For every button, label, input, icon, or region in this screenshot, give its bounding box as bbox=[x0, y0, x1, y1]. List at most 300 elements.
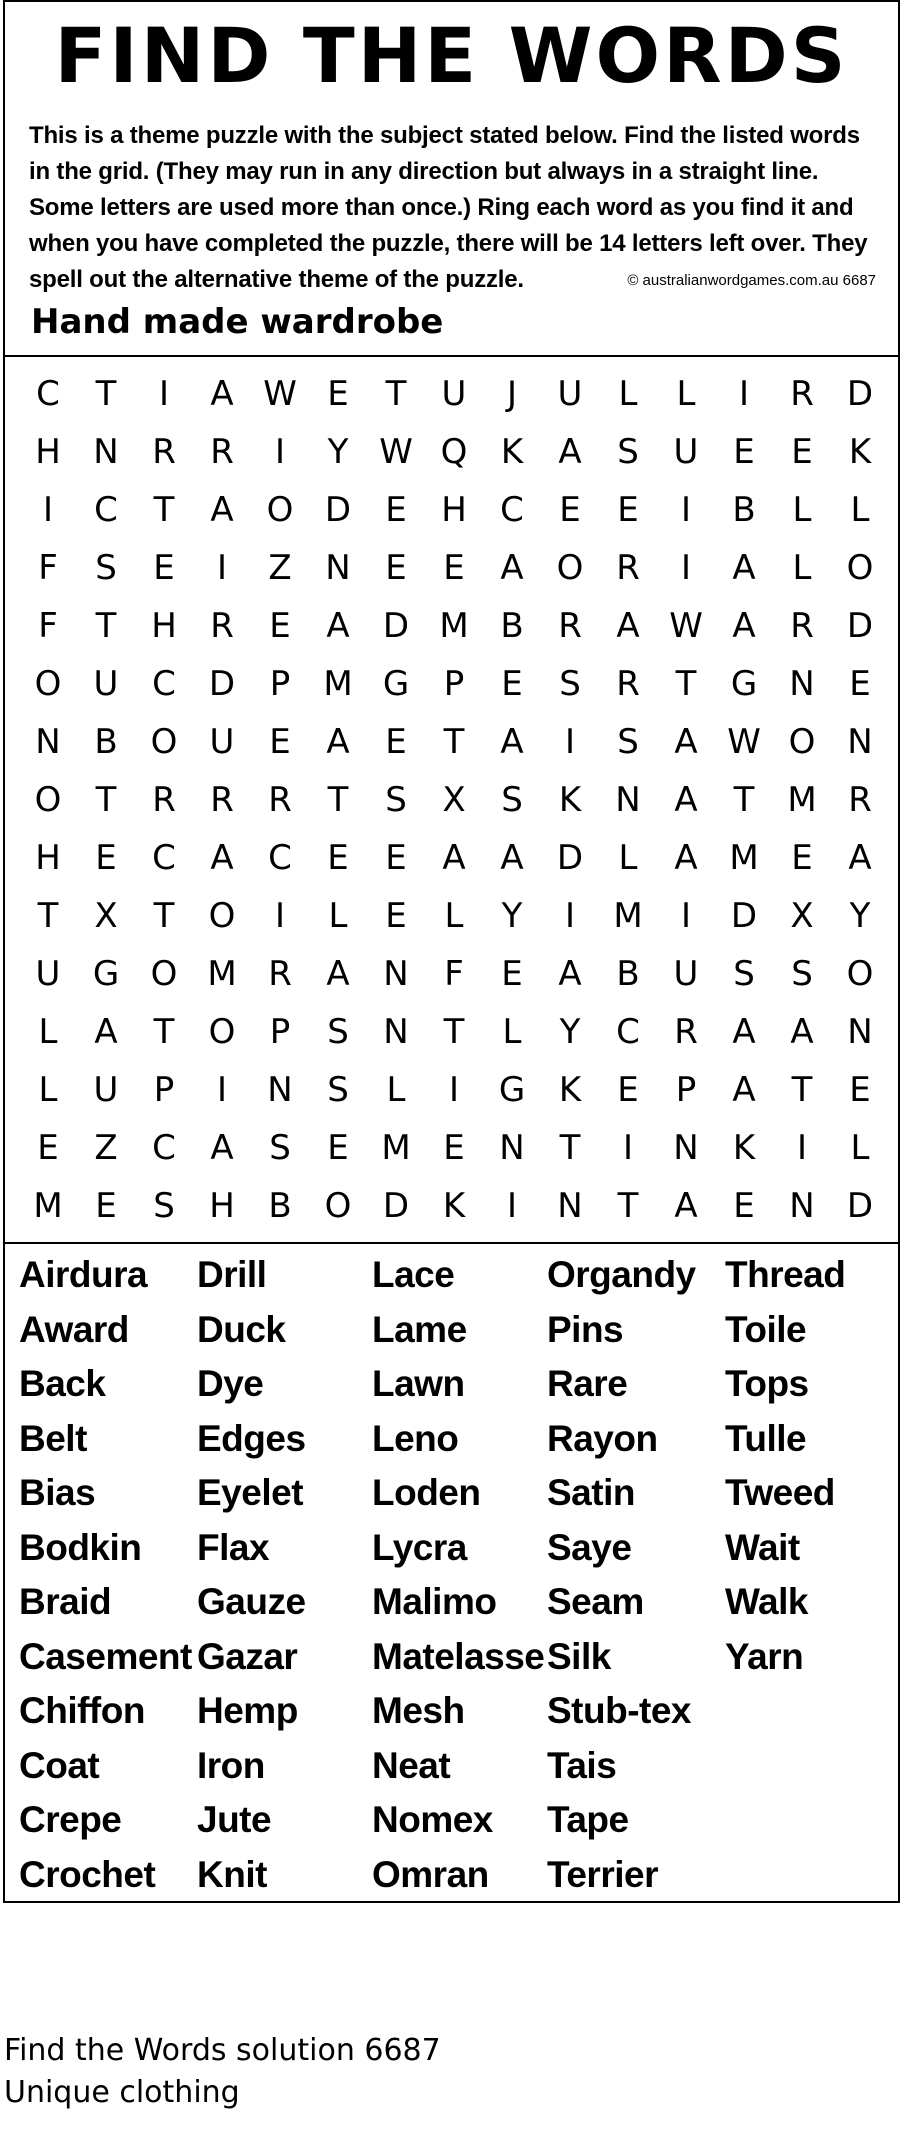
word-column bbox=[547, 1248, 696, 1902]
grid-cell[interactable]: T bbox=[153, 896, 175, 936]
grid-cell[interactable]: A bbox=[326, 606, 350, 646]
grid-cell[interactable]: E bbox=[791, 838, 813, 878]
grid-cell[interactable]: R bbox=[848, 780, 872, 820]
word-list-item: Dye bbox=[197, 1363, 264, 1404]
grid-cell[interactable]: I bbox=[506, 1186, 518, 1226]
grid-cell[interactable]: T bbox=[95, 780, 117, 820]
grid-cell[interactable]: A bbox=[442, 838, 466, 878]
grid-row bbox=[19, 1119, 889, 1177]
word-list-item: Tweed bbox=[725, 1472, 835, 1513]
grid-cell[interactable]: N bbox=[789, 664, 815, 704]
word-list-item: Seam bbox=[547, 1581, 644, 1622]
grid-cell[interactable]: A bbox=[500, 838, 524, 878]
grid-cell[interactable]: A bbox=[210, 1128, 234, 1168]
word-column bbox=[19, 1248, 192, 1902]
grid-cell[interactable]: S bbox=[501, 780, 523, 820]
grid-cell[interactable]: I bbox=[622, 1128, 634, 1168]
grid-cell[interactable]: Z bbox=[268, 548, 292, 588]
grid-cell[interactable]: R bbox=[210, 432, 234, 472]
word-list-item: Award bbox=[19, 1308, 129, 1350]
grid-cell[interactable]: O bbox=[324, 1186, 352, 1226]
grid-cell[interactable]: U bbox=[673, 954, 699, 994]
grid-cell[interactable]: Y bbox=[327, 432, 349, 472]
grid-cell[interactable]: U bbox=[93, 1070, 119, 1110]
grid-cell[interactable]: M bbox=[613, 896, 643, 936]
grid-cell[interactable]: N bbox=[499, 1128, 525, 1168]
grid-cell[interactable]: L bbox=[792, 548, 812, 588]
grid-cell[interactable]: L bbox=[38, 1012, 58, 1052]
grid-cell[interactable]: A bbox=[326, 722, 350, 762]
grid-cell[interactable]: N bbox=[847, 1012, 873, 1052]
grid-cell[interactable]: O bbox=[788, 722, 816, 762]
word-list-item: Stub-tex bbox=[547, 1690, 691, 1731]
grid-row bbox=[19, 1003, 889, 1061]
word-list-item: Toile bbox=[725, 1308, 807, 1350]
grid-cell[interactable]: G bbox=[498, 1070, 526, 1110]
grid-cell[interactable]: R bbox=[210, 606, 234, 646]
grid-cell[interactable]: K bbox=[732, 1128, 756, 1168]
word-list-item: Tape bbox=[547, 1799, 629, 1840]
grid-cell[interactable]: M bbox=[33, 1186, 63, 1226]
grid-cell[interactable]: P bbox=[675, 1070, 697, 1110]
grid-cell[interactable]: H bbox=[209, 1186, 235, 1226]
grid-cell[interactable]: E bbox=[849, 1070, 871, 1110]
grid-cell[interactable]: D bbox=[208, 664, 236, 704]
grid-row bbox=[19, 771, 889, 829]
grid-cell[interactable]: X bbox=[94, 896, 118, 936]
solution-heading: Find the Words solution 6687 bbox=[4, 2033, 441, 2068]
grid-cell[interactable]: D bbox=[556, 838, 584, 878]
grid-cell[interactable]: W bbox=[263, 374, 297, 414]
grid-cell[interactable]: R bbox=[616, 664, 640, 704]
grid-cell[interactable]: E bbox=[153, 548, 175, 588]
word-list-item: Organdy bbox=[547, 1254, 696, 1295]
grid-cell[interactable]: E bbox=[443, 548, 465, 588]
word-list-item: Lawn bbox=[372, 1363, 465, 1404]
grid-cell[interactable]: W bbox=[727, 722, 761, 762]
grid-cell[interactable]: W bbox=[379, 432, 413, 472]
grid-cell[interactable]: L bbox=[502, 1012, 522, 1052]
grid-cell[interactable]: E bbox=[385, 838, 407, 878]
grid-cell[interactable]: E bbox=[617, 490, 639, 530]
word-list-item: Gauze bbox=[197, 1581, 306, 1622]
grid-cell[interactable]: T bbox=[37, 896, 59, 936]
grid-cell[interactable]: R bbox=[210, 780, 234, 820]
grid-cell[interactable]: I bbox=[680, 896, 692, 936]
grid-cell[interactable]: P bbox=[153, 1070, 175, 1110]
grid-cell[interactable]: I bbox=[738, 374, 750, 414]
grid-cell[interactable]: H bbox=[441, 490, 467, 530]
grid-cell[interactable]: L bbox=[618, 374, 638, 414]
grid-cell[interactable]: O bbox=[208, 896, 236, 936]
grid-cell[interactable]: P bbox=[269, 1012, 291, 1052]
word-column bbox=[197, 1248, 306, 1902]
grid-cell[interactable]: S bbox=[617, 432, 639, 472]
grid-cell[interactable]: L bbox=[792, 490, 812, 530]
grid-cell[interactable]: K bbox=[558, 1070, 582, 1110]
puzzle-title: FIND THE WORDS bbox=[54, 11, 849, 100]
word-list-item: Duck bbox=[197, 1308, 286, 1350]
word-list-item: Rayon bbox=[547, 1417, 658, 1459]
instruction-line: Some letters are used more than once.) Ring each word as you find it and bbox=[29, 194, 854, 221]
grid-cell[interactable]: T bbox=[675, 664, 697, 704]
grid-cell[interactable]: N bbox=[35, 722, 61, 762]
grid-cell[interactable]: E bbox=[733, 1186, 755, 1226]
grid-cell[interactable]: K bbox=[848, 432, 872, 472]
grid-cell[interactable]: Z bbox=[94, 1128, 118, 1168]
word-list-item: Matelasse bbox=[372, 1635, 545, 1677]
grid-cell[interactable]: E bbox=[501, 664, 523, 704]
grid-cell[interactable]: S bbox=[95, 548, 117, 588]
word-list-item: Casement bbox=[19, 1635, 192, 1677]
grid-cell[interactable]: O bbox=[150, 722, 178, 762]
grid-cell[interactable]: U bbox=[441, 374, 467, 414]
grid-cell[interactable]: I bbox=[216, 548, 228, 588]
grid-cell[interactable]: L bbox=[618, 838, 638, 878]
grid-row bbox=[19, 365, 889, 423]
instruction-line: spell out the alternative theme of the puzzle. bbox=[29, 266, 524, 293]
grid-cell[interactable]: I bbox=[274, 896, 286, 936]
grid-cell[interactable]: D bbox=[382, 606, 410, 646]
word-list-item: Lycra bbox=[372, 1526, 467, 1568]
grid-cell[interactable]: C bbox=[152, 1128, 176, 1168]
grid-cell[interactable]: Y bbox=[501, 896, 523, 936]
grid-cell[interactable]: N bbox=[847, 722, 873, 762]
grid-row bbox=[19, 655, 889, 713]
grid-cell[interactable]: L bbox=[850, 1128, 870, 1168]
word-list-item: Chiffon bbox=[19, 1690, 145, 1731]
grid-cell[interactable]: F bbox=[38, 606, 58, 646]
grid-cell[interactable]: N bbox=[325, 548, 351, 588]
grid-cell[interactable]: R bbox=[268, 954, 292, 994]
grid-cell[interactable]: M bbox=[439, 606, 469, 646]
grid-cell[interactable]: M bbox=[787, 780, 817, 820]
grid-cell[interactable]: X bbox=[790, 896, 814, 936]
grid-cell[interactable]: T bbox=[95, 374, 117, 414]
grid-cell[interactable]: L bbox=[38, 1070, 58, 1110]
grid-cell[interactable]: I bbox=[796, 1128, 808, 1168]
word-list-item: Wait bbox=[725, 1526, 800, 1568]
grid-cell[interactable]: E bbox=[385, 490, 407, 530]
grid-cell[interactable]: A bbox=[790, 1012, 814, 1052]
word-list-item: Iron bbox=[197, 1744, 265, 1786]
grid-row bbox=[19, 423, 889, 481]
grid-cell[interactable]: B bbox=[500, 606, 524, 646]
word-list-item: Gazar bbox=[197, 1635, 298, 1677]
word-list-item: Leno bbox=[372, 1417, 459, 1459]
grid-cell[interactable]: E bbox=[327, 1128, 349, 1168]
grid-cell[interactable]: G bbox=[730, 664, 758, 704]
grid-cell[interactable]: O bbox=[266, 490, 294, 530]
grid-cell[interactable]: R bbox=[674, 1012, 698, 1052]
grid-cell[interactable]: D bbox=[846, 606, 874, 646]
grid-cell[interactable]: S bbox=[791, 954, 813, 994]
grid-cell[interactable]: L bbox=[386, 1070, 406, 1110]
grid-cell[interactable]: S bbox=[559, 664, 581, 704]
grid-cell[interactable]: D bbox=[324, 490, 352, 530]
instructions bbox=[29, 118, 881, 298]
grid-cell[interactable]: T bbox=[385, 374, 407, 414]
grid-cell[interactable]: I bbox=[564, 896, 576, 936]
grid-cell[interactable]: U bbox=[93, 664, 119, 704]
word-list-item: Nomex bbox=[372, 1799, 493, 1840]
grid-cell[interactable]: E bbox=[733, 432, 755, 472]
divider bbox=[5, 355, 898, 357]
grid-cell[interactable]: L bbox=[444, 896, 464, 936]
letter-grid bbox=[19, 365, 889, 1235]
grid-cell[interactable]: E bbox=[385, 722, 407, 762]
grid-cell[interactable]: X bbox=[442, 780, 466, 820]
grid-cell[interactable]: C bbox=[36, 374, 60, 414]
grid-cell[interactable]: T bbox=[95, 606, 117, 646]
grid-cell[interactable]: A bbox=[558, 954, 582, 994]
grid-cell[interactable]: T bbox=[153, 490, 175, 530]
grid-cell[interactable]: E bbox=[559, 490, 581, 530]
grid-cell[interactable]: M bbox=[323, 664, 353, 704]
grid-cell[interactable]: O bbox=[846, 548, 874, 588]
grid-row bbox=[19, 829, 889, 887]
grid-cell[interactable]: I bbox=[680, 548, 692, 588]
grid-cell[interactable]: N bbox=[267, 1070, 293, 1110]
grid-cell[interactable]: S bbox=[327, 1070, 349, 1110]
grid-cell[interactable]: A bbox=[674, 1186, 698, 1226]
grid-cell[interactable]: H bbox=[151, 606, 177, 646]
word-list-item: Thread bbox=[725, 1254, 846, 1295]
grid-cell[interactable]: A bbox=[732, 606, 756, 646]
grid-cell[interactable]: T bbox=[443, 722, 465, 762]
grid-cell[interactable]: D bbox=[382, 1186, 410, 1226]
grid-cell[interactable]: I bbox=[274, 432, 286, 472]
grid-cell[interactable]: K bbox=[558, 780, 582, 820]
grid-row bbox=[19, 539, 889, 597]
grid-cell[interactable]: Y bbox=[559, 1012, 581, 1052]
grid-cell[interactable]: T bbox=[791, 1070, 813, 1110]
word-column bbox=[372, 1248, 544, 1902]
grid-cell[interactable]: I bbox=[564, 722, 576, 762]
grid-cell[interactable]: A bbox=[848, 838, 872, 878]
grid-cell[interactable]: R bbox=[616, 548, 640, 588]
grid-cell[interactable]: K bbox=[500, 432, 524, 472]
word-list-item: Silk bbox=[547, 1635, 611, 1677]
word-list-item: Bias bbox=[19, 1472, 96, 1513]
grid-cell[interactable]: U bbox=[35, 954, 61, 994]
grid-cell[interactable]: T bbox=[443, 1012, 465, 1052]
grid-cell[interactable]: A bbox=[732, 1070, 756, 1110]
grid-cell[interactable]: A bbox=[210, 490, 234, 530]
grid-cell[interactable]: N bbox=[673, 1128, 699, 1168]
word-list-item: Belt bbox=[19, 1417, 87, 1459]
grid-cell[interactable]: I bbox=[448, 1070, 460, 1110]
grid-cell[interactable]: A bbox=[674, 838, 698, 878]
grid-cell[interactable]: A bbox=[732, 548, 756, 588]
grid-cell[interactable]: L bbox=[676, 374, 696, 414]
grid-cell[interactable]: E bbox=[95, 1186, 117, 1226]
grid-cell[interactable]: E bbox=[37, 1128, 59, 1168]
word-list-item: Yarn bbox=[725, 1635, 804, 1677]
grid-cell[interactable]: Q bbox=[440, 432, 468, 472]
grid-cell[interactable]: Y bbox=[849, 896, 871, 936]
grid-cell[interactable]: A bbox=[94, 1012, 118, 1052]
instruction-line: This is a theme puzzle with the subject stated below. Find the listed words bbox=[29, 122, 860, 149]
grid-cell[interactable]: L bbox=[328, 896, 348, 936]
divider bbox=[5, 1242, 898, 1244]
grid-cell[interactable]: A bbox=[500, 722, 524, 762]
word-list-item: Walk bbox=[725, 1581, 808, 1622]
grid-cell[interactable]: B bbox=[94, 722, 118, 762]
solution-answer: Unique clothing bbox=[4, 2075, 240, 2110]
grid-cell[interactable]: U bbox=[557, 374, 583, 414]
grid-cell[interactable]: U bbox=[209, 722, 235, 762]
grid-cell[interactable]: G bbox=[92, 954, 120, 994]
grid-cell[interactable]: E bbox=[385, 548, 407, 588]
grid-cell[interactable]: S bbox=[385, 780, 407, 820]
word-list-item: Pins bbox=[547, 1308, 624, 1350]
grid-cell[interactable]: T bbox=[153, 1012, 175, 1052]
grid-cell[interactable]: A bbox=[732, 1012, 756, 1052]
word-list-item: Malimo bbox=[372, 1581, 497, 1622]
grid-cell[interactable]: S bbox=[733, 954, 755, 994]
grid-cell[interactable]: M bbox=[381, 1128, 411, 1168]
word-list-item: Airdura bbox=[19, 1254, 148, 1295]
grid-cell[interactable]: N bbox=[383, 954, 409, 994]
word-list bbox=[19, 1248, 899, 1903]
grid-cell[interactable]: I bbox=[680, 490, 692, 530]
grid-cell[interactable]: B bbox=[616, 954, 640, 994]
puzzle-panel bbox=[3, 0, 900, 1903]
grid-cell[interactable]: O bbox=[34, 780, 62, 820]
grid-row bbox=[19, 713, 889, 771]
grid-cell[interactable]: E bbox=[269, 722, 291, 762]
word-list-item: Jute bbox=[197, 1799, 272, 1840]
grid-cell[interactable]: S bbox=[269, 1128, 291, 1168]
grid-cell[interactable]: E bbox=[849, 664, 871, 704]
word-column bbox=[725, 1248, 845, 1684]
grid-cell[interactable]: P bbox=[443, 664, 465, 704]
grid-cell[interactable]: O bbox=[556, 548, 584, 588]
word-list-item: Satin bbox=[547, 1472, 635, 1513]
grid-cell[interactable]: A bbox=[558, 432, 582, 472]
grid-cell[interactable]: M bbox=[207, 954, 237, 994]
grid-cell[interactable]: R bbox=[558, 606, 582, 646]
word-list-item: Crepe bbox=[19, 1799, 122, 1840]
word-list-item: Lame bbox=[372, 1308, 467, 1350]
grid-cell[interactable]: D bbox=[846, 374, 874, 414]
grid-cell[interactable]: E bbox=[501, 954, 523, 994]
grid-cell[interactable]: N bbox=[789, 1186, 815, 1226]
grid-cell[interactable]: I bbox=[216, 1070, 228, 1110]
grid-cell[interactable]: T bbox=[617, 1186, 639, 1226]
word-list-item: Tulle bbox=[725, 1417, 807, 1459]
grid-cell[interactable]: W bbox=[669, 606, 703, 646]
grid-cell[interactable]: C bbox=[152, 838, 176, 878]
grid-cell[interactable]: E bbox=[327, 374, 349, 414]
grid-cell[interactable]: R bbox=[152, 780, 176, 820]
grid-cell[interactable]: B bbox=[732, 490, 756, 530]
word-list-item: Coat bbox=[19, 1744, 100, 1786]
grid-cell[interactable]: N bbox=[557, 1186, 583, 1226]
grid-cell[interactable]: D bbox=[730, 896, 758, 936]
grid-cell[interactable]: I bbox=[42, 490, 54, 530]
grid-cell[interactable]: E bbox=[95, 838, 117, 878]
grid-cell[interactable]: E bbox=[327, 838, 349, 878]
word-list-item: Eyelet bbox=[197, 1472, 304, 1513]
grid-cell[interactable]: K bbox=[442, 1186, 466, 1226]
grid-cell[interactable]: E bbox=[385, 896, 407, 936]
grid-cell[interactable]: R bbox=[268, 780, 292, 820]
grid-row bbox=[19, 887, 889, 945]
grid-cell[interactable]: I bbox=[158, 374, 170, 414]
grid-cell[interactable]: S bbox=[327, 1012, 349, 1052]
grid-cell[interactable]: A bbox=[210, 374, 234, 414]
grid-cell[interactable]: T bbox=[327, 780, 349, 820]
grid-cell[interactable]: O bbox=[150, 954, 178, 994]
word-list-item: Tops bbox=[725, 1363, 809, 1404]
grid-row bbox=[19, 481, 889, 539]
word-list-item: Rare bbox=[547, 1363, 628, 1404]
grid-cell[interactable]: M bbox=[729, 838, 759, 878]
grid-cell[interactable]: H bbox=[35, 432, 61, 472]
grid-cell[interactable]: H bbox=[35, 838, 61, 878]
grid-cell[interactable]: E bbox=[617, 1070, 639, 1110]
grid-cell[interactable]: C bbox=[616, 1012, 640, 1052]
grid-cell[interactable]: O bbox=[846, 954, 874, 994]
grid-cell[interactable]: N bbox=[93, 432, 119, 472]
grid-cell[interactable]: C bbox=[268, 838, 292, 878]
grid-cell[interactable]: F bbox=[38, 548, 58, 588]
grid-cell[interactable]: T bbox=[733, 780, 755, 820]
grid-cell[interactable]: G bbox=[382, 664, 410, 704]
grid-cell[interactable]: D bbox=[846, 1186, 874, 1226]
grid-cell[interactable]: A bbox=[674, 722, 698, 762]
grid-cell[interactable]: T bbox=[559, 1128, 581, 1168]
grid-cell[interactable]: E bbox=[443, 1128, 465, 1168]
grid-cell[interactable]: C bbox=[94, 490, 118, 530]
grid-cell[interactable]: E bbox=[269, 606, 291, 646]
grid-cell[interactable]: R bbox=[790, 606, 814, 646]
grid-cell[interactable]: R bbox=[152, 432, 176, 472]
grid-cell[interactable]: A bbox=[326, 954, 350, 994]
grid-cell[interactable]: U bbox=[673, 432, 699, 472]
grid-cell[interactable]: C bbox=[500, 490, 524, 530]
grid-cell[interactable]: N bbox=[615, 780, 641, 820]
grid-cell[interactable]: E bbox=[791, 432, 813, 472]
word-list-item: Saye bbox=[547, 1526, 632, 1568]
grid-cell[interactable]: O bbox=[34, 664, 62, 704]
grid-cell[interactable]: A bbox=[616, 606, 640, 646]
grid-row bbox=[19, 1061, 889, 1119]
grid-cell[interactable]: C bbox=[152, 664, 176, 704]
grid-cell[interactable]: B bbox=[268, 1186, 292, 1226]
solution bbox=[4, 2030, 441, 2114]
grid-cell[interactable]: A bbox=[674, 780, 698, 820]
word-list-item: Drill bbox=[197, 1254, 267, 1295]
grid-cell[interactable]: A bbox=[500, 548, 524, 588]
grid-cell[interactable]: P bbox=[269, 664, 291, 704]
copyright-notice: © australianwordgames.com.au 6687 bbox=[627, 272, 876, 289]
puzzle-theme: Hand made wardrobe bbox=[31, 302, 444, 342]
grid-cell[interactable]: A bbox=[210, 838, 234, 878]
word-list-item: Knit bbox=[197, 1853, 267, 1895]
grid-cell[interactable]: N bbox=[383, 1012, 409, 1052]
grid-cell[interactable]: O bbox=[208, 1012, 236, 1052]
grid-cell[interactable]: J bbox=[506, 374, 518, 414]
grid-cell[interactable]: S bbox=[153, 1186, 175, 1226]
instruction-line: in the grid. (They may run in any direction but always in a straight line. bbox=[29, 158, 819, 185]
grid-cell[interactable]: R bbox=[790, 374, 814, 414]
grid-cell[interactable]: S bbox=[617, 722, 639, 762]
grid-cell[interactable]: F bbox=[444, 954, 464, 994]
grid-cell[interactable]: L bbox=[850, 490, 870, 530]
